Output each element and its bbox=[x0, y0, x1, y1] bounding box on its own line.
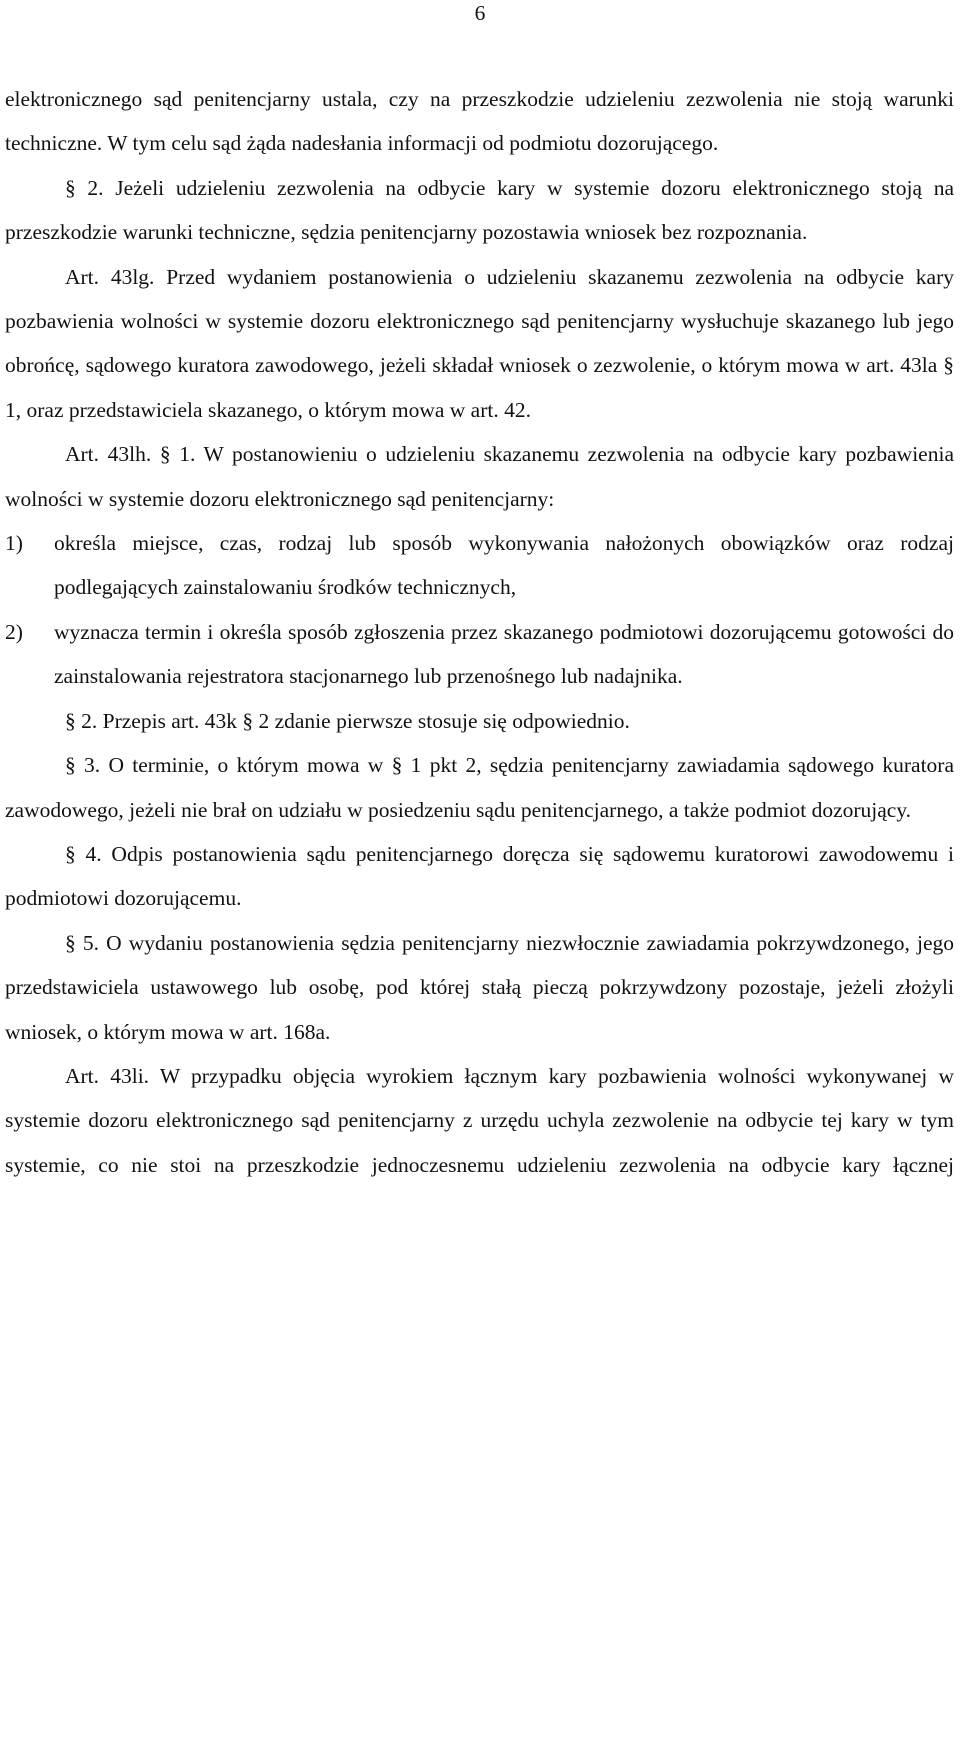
list-item-text: określa miejsce, czas, rodzaj lub sposób wykonywania nałożonych obowiązków oraz rodzaj podlegających zainstalowaniu środków technicznych, bbox=[54, 531, 954, 600]
paragraph-section-3: § 3. O terminie, o którym mowa w § 1 pkt 2, sędzia penitencjarny zawiadamia sądowego kuratora zawodowego, jeżeli nie brał on udziału w posiedzeniu sądu penitencjarnego, a także podmiot dozorujący. bbox=[5, 753, 954, 822]
paragraph-art-43li: Art. 43li. W przypadku objęcia wyrokiem łącznym kary pozbawienia wolności wykonywanej w systemie dozoru elektronicznego sąd penitencjarny z urzędu uchyla zezwolenie na odbycie tej kary w tym systemie, co nie stoi na przeszkodzie jednoczesnemu udzieleniu zezwolenia na odbycie kary łącznej bbox=[5, 1063, 954, 1177]
list-item-number: 2) bbox=[5, 619, 23, 644]
paragraph-art-43lg: Art. 43lg. Przed wydaniem postanowienia o udzieleniu skazanemu zezwolenia na odbycie kary pozbawienia wolności w systemie dozoru elektronicznego sąd penitencjarny wysłuchuje skazanego lub jego obrońcę, sądowego kuratora zawodowego, jeżeli składał wniosek o zezwolenie, o którym mowa w art. 43la § 1, oraz przedstawiciela skazanego, o którym mowa w art. 42. bbox=[5, 264, 954, 422]
list-item-1 bbox=[5, 521, 954, 610]
list-item-2 bbox=[5, 610, 954, 699]
list-item-text: wyznacza termin i określa sposób zgłoszenia przez skazanego podmiotowi dozorującemu gotowości do zainstalowania rejestratora stacjonarnego lub przenośnego lub nadajnika. bbox=[54, 619, 954, 689]
document-body bbox=[5, 77, 954, 1187]
paragraph-continuation: elektronicznego sąd penitencjarny ustala, czy na przeszkodzie udzieleniu zezwolenia nie stoją warunki techniczne. W tym celu sąd żąda nadesłania informacji od podmiotu dozorującego. bbox=[5, 87, 954, 156]
list-item-number: 1) bbox=[5, 531, 23, 556]
paragraph-section-2-art-43lh: § 2. Przepis art. 43k § 2 zdanie pierwsze stosuje się odpowiednio. bbox=[65, 708, 630, 733]
paragraph-section-2: § 2. Jeżeli udzieleniu zezwolenia na odbycie kary w systemie dozoru elektronicznego stoją na przeszkodzie warunki techniczne, sędzia penitencjarny pozostawia wniosek bez rozpoznania. bbox=[5, 175, 954, 245]
paragraph-section-4: § 4. Odpis postanowienia sądu penitencjarnego doręcza się sądowemu kuratorowi zawodowemu i podmiotowi dozorującemu. bbox=[5, 841, 954, 911]
paragraph-art-43lh: Art. 43lh. § 1. W postanowieniu o udzieleniu skazanemu zezwolenia na odbycie kary pozbawienia wolności w systemie dozoru elektronicznego sąd penitencjarny: bbox=[5, 442, 954, 511]
page-number: 6 bbox=[474, 1, 486, 25]
paragraph-section-5: § 5. O wydaniu postanowienia sędzia penitencjarny niezwłocznie zawiadamia pokrzywdzonego, jego przedstawiciela ustawowego lub osobę, pod której stałą pieczą pokrzywdzony pozostaje, jeżeli złożyli wniosek, o którym mowa w art. 168a. bbox=[5, 930, 954, 1044]
